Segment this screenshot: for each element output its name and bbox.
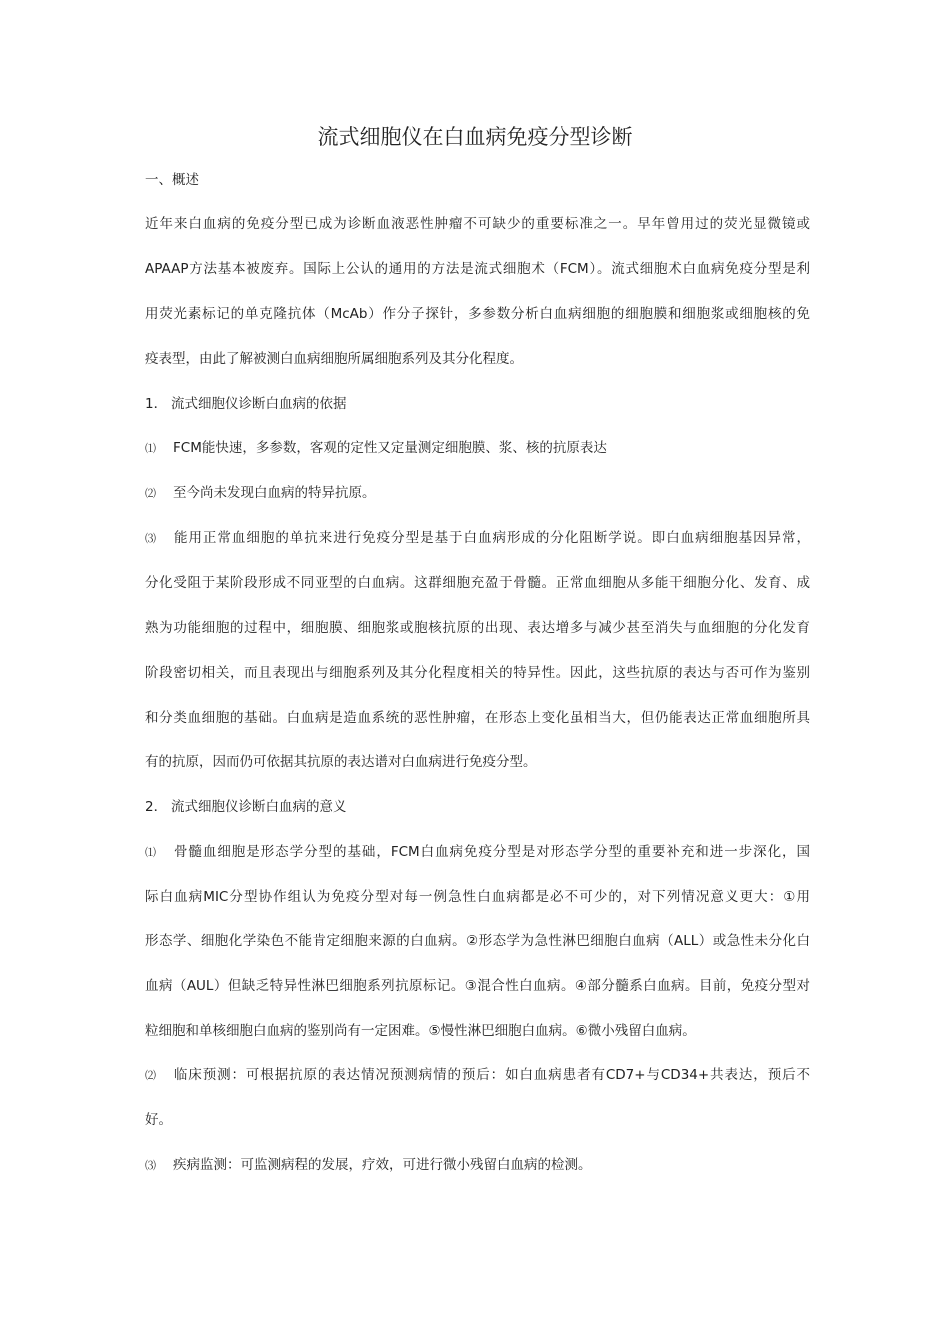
subheading-basis xyxy=(145,393,810,415)
list-number: ⑵ xyxy=(145,487,156,500)
list-continuation: 粒细胞和单核细胞白血病的鉴别尚有一定困难。⑤慢性淋巴细胞白血病。⑥微小残留白血病。 xyxy=(145,1023,696,1039)
list-continuation: 阶段密切相关，而且表现出与细胞系列及其分化程度相关的特异性。因此，这些抗原的表达与否可作为鉴别 xyxy=(145,665,810,681)
list-number: ⑶ xyxy=(145,532,156,545)
section-heading: 一、概述 xyxy=(145,172,199,188)
list-continuation: 分化受阻于某阶段形成不同亚型的白血病。这群细胞充盈于骨髓。正常血细胞从多能干细胞分化、发育、成 xyxy=(145,575,810,591)
list-text: 疾病监测：可监测病程的发展，疗效，可进行微小残留白血病的检测。 xyxy=(173,1157,592,1173)
intro-line: APAAP方法基本被废弃。国际上公认的通用的方法是流式细胞术（FCM）。流式细胞术白血病免疫分型是利 xyxy=(145,261,810,277)
list-continuation: 际白血病MIC分型协作组认为免疫分型对每一例急性白血病都是必不可少的，对下列情况意义更大：①用 xyxy=(145,889,810,905)
intro-line: 近年来白血病的免疫分型已成为诊断血液恶性肿瘤不可缺少的重要标准之一。早年曾用过的荧光显微镜或 xyxy=(145,216,810,232)
subheading-number: 1． xyxy=(145,396,168,412)
subheading-text: 流式细胞仪诊断白血病的意义 xyxy=(171,799,347,815)
intro-line: 疫表型，由此了解被测白血病细胞所属细胞系列及其分化程度。 xyxy=(145,351,523,367)
subheading-text: 流式细胞仪诊断白血病的依据 xyxy=(171,396,347,412)
list-item xyxy=(145,482,810,505)
list-text: 能用正常血细胞的单抗来进行免疫分型是基于白血病形成的分化阻断学说。即白血病细胞基因异常， xyxy=(173,530,810,546)
list-text: 骨髓血细胞是形态学分型的基础，FCM白血病免疫分型是对形态学分型的重要补充和进一步深化，国 xyxy=(173,844,810,860)
list-continuation: 和分类血细胞的基础。白血病是造血系统的恶性肿瘤，在形态上变化虽相当大，但仍能表达正常血细胞所具 xyxy=(145,710,810,726)
list-continuation: 血病（AUL）但缺乏特异性淋巴细胞系列抗原标记。③混合性白血病。④部分髓系白血病。目前，免疫分型对 xyxy=(145,978,810,994)
intro-line: 用荧光素标记的单克隆抗体（McAb）作分子探针，多参数分析白血病细胞的细胞膜和细胞浆或细胞核的免 xyxy=(145,306,810,322)
list-continuation: 形态学、细胞化学染色不能肯定细胞来源的白血病。②形态学为急性淋巴细胞白血病（ALL）或急性未分化白 xyxy=(145,933,810,949)
list-item xyxy=(145,841,810,864)
list-item xyxy=(145,1064,810,1087)
list-item xyxy=(145,1154,810,1177)
list-continuation: 好。 xyxy=(145,1112,172,1128)
list-item xyxy=(145,527,810,550)
page-title: 流式细胞仪在白血病免疫分型诊断 xyxy=(317,125,633,149)
list-number: ⑶ xyxy=(145,1159,156,1172)
list-number: ⑵ xyxy=(145,1069,156,1082)
subheading-number: 2． xyxy=(145,799,168,815)
list-item xyxy=(145,437,810,460)
subheading-significance xyxy=(145,796,810,818)
list-number: ⑴ xyxy=(145,442,156,455)
list-text: 至今尚未发现白血病的特异抗原。 xyxy=(173,485,376,501)
list-continuation: 有的抗原，因而仍可依据其抗原的表达谱对白血病进行免疫分型。 xyxy=(145,754,537,770)
list-text: 临床预测：可根据抗原的表达情况预测病情的预后：如白血病患者有CD7+与CD34+共表达，预后不 xyxy=(173,1067,810,1083)
list-number: ⑴ xyxy=(145,846,156,859)
list-continuation: 熟为功能细胞的过程中，细胞膜、细胞浆或胞核抗原的出现、表达增多与减少甚至消失与血细胞的分化发育 xyxy=(145,620,810,636)
list-text: FCM能快速，多参数，客观的定性又定量测定细胞膜、浆、核的抗原表达 xyxy=(173,440,607,456)
